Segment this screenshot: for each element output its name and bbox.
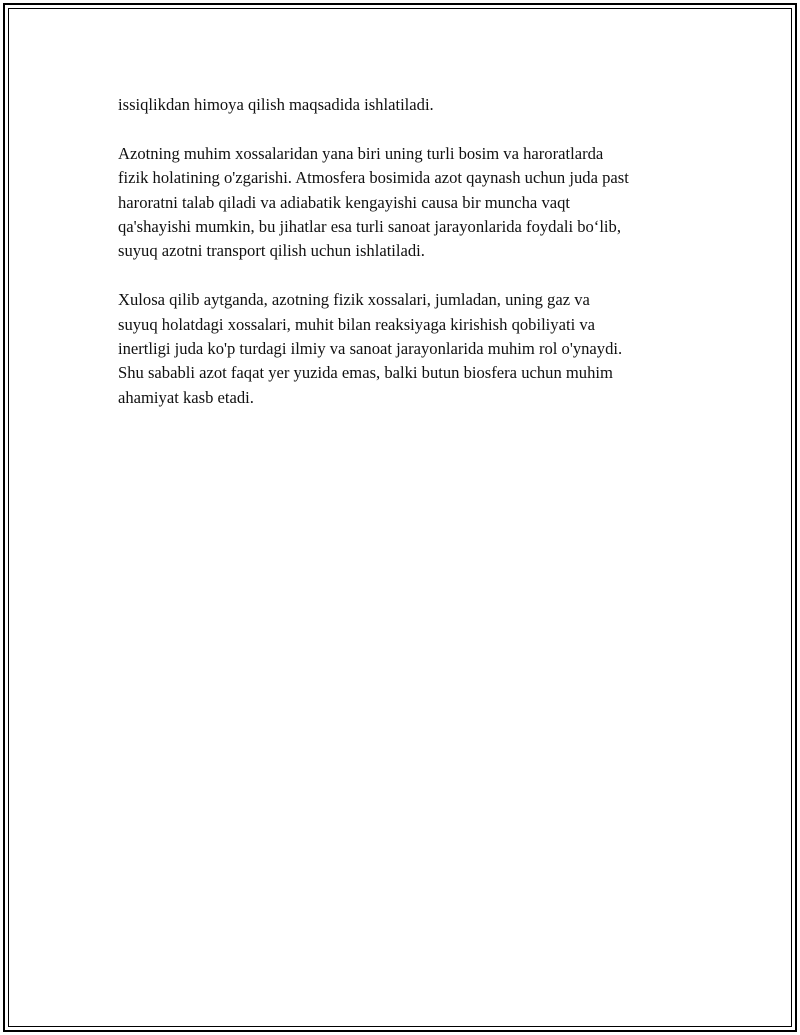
- paragraph-phase-changes: Azotning muhim xossalaridan yana biri uning turli bosim va haroratlarda fizik holatining o'zgarishi. Atmosfera bosimida azot qaynash uchun juda past haroratni talab qiladi va adiabatik kengayishi causa bir muncha vaqt qa'shayishi mumkin, bu jihatlar esa turli sanoat jarayonlarida foydali bo‘lib, suyuq azotni transport qilish uchun ishlatiladi.: [118, 143, 629, 261]
- paragraph-continuation: issiqlikdan himoya qilish maqsadida ishlatiladi.: [118, 95, 434, 114]
- document-body: [118, 93, 693, 435]
- paragraph-conclusion: Xulosa qilib aytganda, azotning fizik xossalari, jumladan, uning gaz va suyuq holatdagi xossalari, muhit bilan reaksiyaga kirishish qobiliyati va inertligi juda ko'p turdagi ilmiy va sanoat jarayonlarida muhim rol o'ynaydi. Shu sababli azot faqat yer yuzida emas, balki butun biosfera uchun muhim ahamiyat kasb etadi.: [118, 290, 623, 407]
